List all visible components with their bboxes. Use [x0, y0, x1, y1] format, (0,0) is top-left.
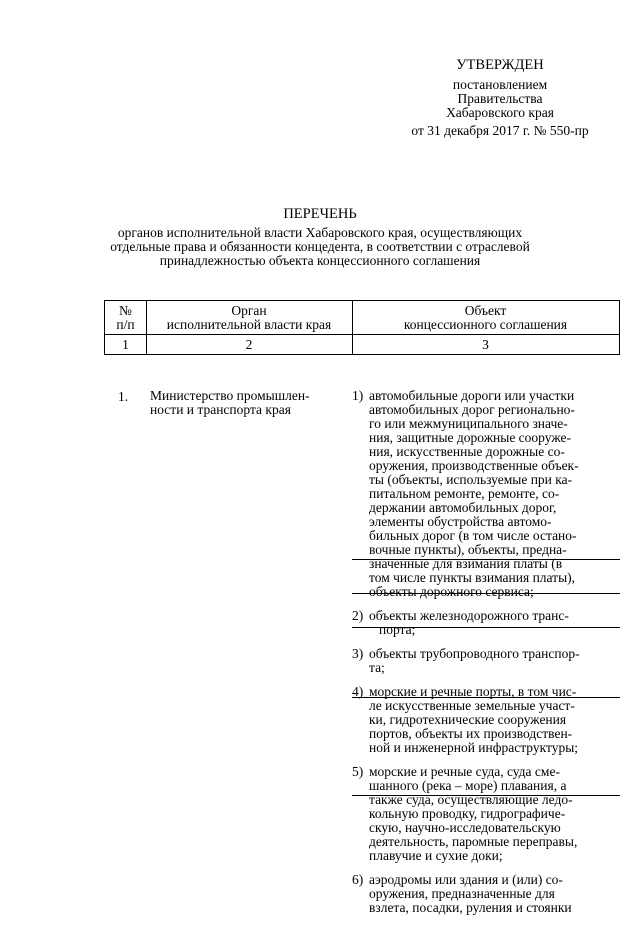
column-number: 2 [245, 337, 253, 352]
item-line: вочные пункты), объекты, предна- [369, 542, 567, 557]
item-number: 2) [352, 608, 364, 623]
item-line: ния, искусственные дорожные со- [369, 444, 565, 459]
item-line: оружения, предназначенные для [369, 886, 555, 901]
object-item [352, 389, 622, 599]
item-line: ния, защитные дорожные сооруже- [369, 430, 571, 445]
item-line: скую, научно-исследовательскую [369, 820, 561, 835]
item-number: 4) [352, 684, 364, 699]
item-line: ле искусственные земельные участ- [369, 698, 575, 713]
item-line: также суда, осуществляющие ледо- [369, 792, 573, 807]
column-number: 1 [122, 337, 129, 352]
item-line: элементы обустройства автомо- [369, 514, 552, 529]
subtitle-line: органов исполнительной власти Хабаровского края, осуществляющих [117, 225, 523, 240]
organ-line: ности и транспорта края [150, 402, 291, 417]
table-numbering-row [104, 334, 620, 355]
header-text: п/п [116, 317, 135, 332]
header-object [352, 304, 619, 332]
item-line: том числе пункты взимания платы), [369, 570, 576, 585]
item-separator [352, 593, 620, 594]
item-number: 3) [352, 646, 364, 661]
document-subtitle [100, 226, 540, 268]
item-line: портов, объекты их производствен- [369, 726, 573, 741]
item-line: порта; [379, 622, 416, 637]
object-item [352, 765, 622, 863]
item-number: 5) [352, 764, 364, 779]
organ-line: Министерство промышлен- [150, 388, 310, 403]
document-title: ПЕРЕЧЕНЬ [283, 206, 357, 222]
item-line: автомобильные дороги или участки [369, 388, 575, 403]
header-text: концессионного соглашения [403, 317, 568, 332]
item-line: ки, гидротехнические сооружения [369, 712, 567, 727]
column-number: 3 [482, 337, 489, 352]
approval-block [380, 58, 620, 138]
object-list [352, 389, 622, 925]
row-number: 1. [118, 389, 129, 404]
header-text: Орган [231, 303, 267, 318]
item-line: значенные для взимания платы (в [369, 556, 563, 571]
item-line: та; [369, 660, 385, 675]
item-line: питальном ремонте, ремонте, со- [369, 486, 560, 501]
item-line: автомобильных дорог регионально- [369, 402, 575, 417]
item-line: держании автомобильных дорог, [369, 500, 557, 515]
item-line: аэродромы или здания и (или) со- [369, 872, 563, 887]
item-number: 6) [352, 872, 364, 887]
item-line: шанного (река – море) плавания, а [369, 778, 567, 793]
item-line: ной и инженерной инфраструктуры; [369, 740, 579, 755]
subtitle-line: отдельные права и обязанности концедента, в соответствии с отраслевой [110, 239, 530, 254]
approval-head: УТВЕРЖДЕН [456, 57, 544, 73]
item-separator [352, 697, 620, 698]
item-line: деятельность, паромные переправы, [369, 834, 578, 849]
item-line: морские и речные порты, в том чис- [369, 684, 577, 699]
row-organ [150, 389, 350, 417]
object-item [352, 873, 622, 915]
item-line: объекты железнодорожного транс- [369, 608, 569, 623]
header-text: исполнительной власти края [166, 317, 332, 332]
approval-line: Правительства [457, 91, 543, 106]
header-text: № [119, 303, 132, 318]
item-line: объекты дорожного сервиса; [369, 584, 534, 599]
header-text: Объект [464, 303, 507, 318]
object-item [352, 685, 622, 755]
item-line: го или межмуниципального значе- [369, 416, 568, 431]
item-line: бильных дорог (в том числе остано- [369, 528, 577, 543]
item-separator [352, 627, 620, 628]
item-separator [352, 795, 620, 796]
item-line: ты (объекты, используемые при ка- [369, 472, 573, 487]
item-line: объекты трубопроводного транспор- [369, 646, 580, 661]
object-item [352, 609, 622, 637]
approval-line: постановлением [452, 77, 548, 92]
object-item [352, 647, 622, 675]
item-line: плавучие и сухие доки; [369, 848, 503, 863]
item-line: кольную проводку, гидрографиче- [369, 806, 566, 821]
subtitle-line: принадлежностью объекта концессионного соглашения [159, 253, 481, 268]
item-line: оружения, производственные объек- [369, 458, 579, 473]
header-num [105, 304, 146, 332]
item-line: морские и речные суда, суда сме- [369, 764, 560, 779]
item-separator [352, 559, 620, 560]
table-header [104, 300, 620, 335]
header-organ [146, 304, 352, 332]
item-number: 1) [352, 388, 364, 403]
item-line: взлета, посадки, руления и стоянки [369, 900, 572, 915]
approval-line: от 31 декабря 2017 г. № 550-пр [411, 123, 589, 138]
approval-line: Хабаровского края [446, 105, 554, 120]
